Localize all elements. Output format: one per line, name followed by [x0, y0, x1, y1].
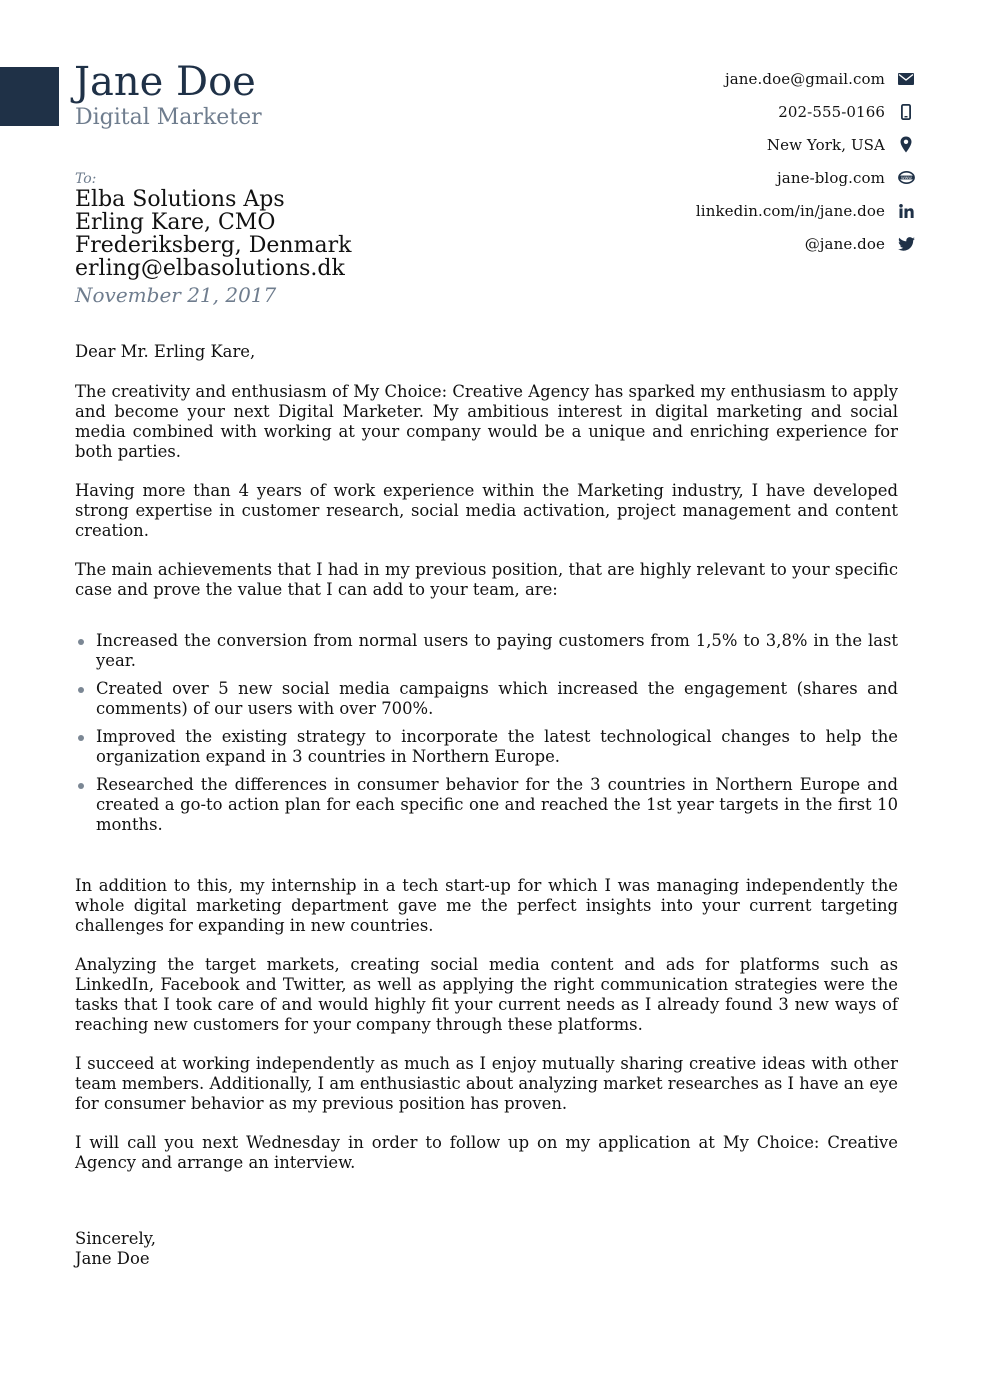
contact-website-text[interactable]: jane-blog.com — [777, 168, 885, 187]
letter-signature: Jane Doe — [75, 1249, 150, 1268]
achievements-list — [75, 631, 898, 835]
contact-location-text: New York, USA — [766, 135, 885, 154]
map-pin-icon — [897, 136, 915, 154]
letter-paragraph: Having more than 4 years of work experience within the Marketing industry, I have developed strong expertise in customer research, social media activation, project management and content creation. — [75, 481, 898, 540]
contact-linkedin — [696, 194, 915, 227]
contact-website — [696, 161, 915, 194]
achievement-text: Researched the differences in consumer behavior for the 3 countries in Northern Europe and created a go-to action plan for each specific one and reached the 1st year targets in the first 10 months. — [96, 775, 898, 834]
twitter-icon — [897, 235, 915, 253]
recipient-block — [75, 170, 675, 309]
achievement-item — [75, 679, 898, 719]
letter-paragraph: Analyzing the target markets, creating social media content and ads for platforms such as LinkedIn, Facebook and Twitter, as well as applying the right communication strategies were the tasks that I took care of and would highly fit your current needs as I already found 3 new ways of reaching new customers for your company through these platforms. — [75, 955, 898, 1034]
contact-twitter-text[interactable]: @jane.doe — [804, 234, 885, 253]
bullet-icon — [78, 783, 84, 789]
letter-closing-block — [75, 1229, 898, 1269]
bullet-icon — [78, 687, 84, 693]
letter-paragraph: I will call you next Wednesday in order to follow up on my application at My Choice: Creative Agency and arrange an interview. — [75, 1133, 898, 1172]
recipient-location: Frederiksberg, Denmark — [75, 233, 352, 258]
letter-closing: Sincerely, — [75, 1229, 156, 1248]
header-accent-block — [0, 67, 59, 126]
recipient-company: Elba Solutions Aps — [75, 187, 285, 212]
achievement-item — [75, 727, 898, 767]
globe-icon — [897, 169, 915, 187]
contact-list — [696, 62, 915, 260]
applicant-title: Digital Marketer — [75, 105, 262, 130]
recipient-email[interactable]: erling@elbasolutions.dk — [75, 256, 345, 281]
letter-greeting: Dear Mr. Erling Kare, — [75, 342, 256, 361]
mobile-phone-icon — [897, 103, 915, 121]
contact-location — [696, 128, 915, 161]
letter-paragraph: The creativity and enthusiasm of My Choice: Creative Agency has sparked my enthusiasm to apply and become your next Digital Marketer. My ambitious interest in digital marketing and social media combined with working at your company would be a unique and enriching experience for both parties. — [75, 382, 898, 461]
contact-phone-text[interactable]: 202-555-0166 — [778, 102, 885, 121]
letter-paragraph: The main achievements that I had in my previous position, that are highly relevant to your specific case and prove the value that I can add to your team, are: — [75, 560, 898, 599]
svg-text:WWW: WWW — [900, 175, 912, 180]
linkedin-icon — [897, 202, 915, 220]
bullet-icon — [78, 639, 84, 645]
letter-paragraph: I succeed at working independently as much as I enjoy mutually sharing creative ideas with other team members. Additionally, I am enthusiastic about analyzing market researches as I have an eye for consumer behavior as my previous position has proven. — [75, 1054, 898, 1113]
applicant-name: Jane Doe — [74, 59, 256, 105]
contact-linkedin-text[interactable]: linkedin.com/in/jane.doe — [695, 201, 885, 220]
contact-email — [696, 62, 915, 95]
recipient-person: Erling Kare, CMO — [75, 210, 276, 235]
bullet-icon — [78, 735, 84, 741]
achievement-text: Improved the existing strategy to incorporate the latest technological changes to help the organization expand in 3 countries in Northern Europe. — [96, 727, 898, 766]
contact-phone — [696, 95, 915, 128]
achievement-item — [75, 775, 898, 835]
letter-paragraph: In addition to this, my internship in a tech start-up for which I was managing independently the whole digital marketing department gave me the perfect insights into your current targeting challenges for expanding in new countries. — [75, 876, 898, 935]
recipient-to-label: To: — [75, 171, 97, 187]
contact-email-text[interactable]: jane.doe@gmail.com — [725, 69, 885, 88]
contact-twitter — [696, 227, 915, 260]
envelope-icon — [897, 70, 915, 88]
achievement-item — [75, 631, 898, 671]
achievement-text: Created over 5 new social media campaigns which increased the engagement (shares and comments) of our users with over 700%. — [96, 679, 898, 718]
letter-body — [75, 342, 898, 1288]
letter-date: November 21, 2017 — [75, 283, 277, 307]
achievement-text: Increased the conversion from normal users to paying customers from 1,5% to 3,8% in the last year. — [96, 631, 898, 670]
